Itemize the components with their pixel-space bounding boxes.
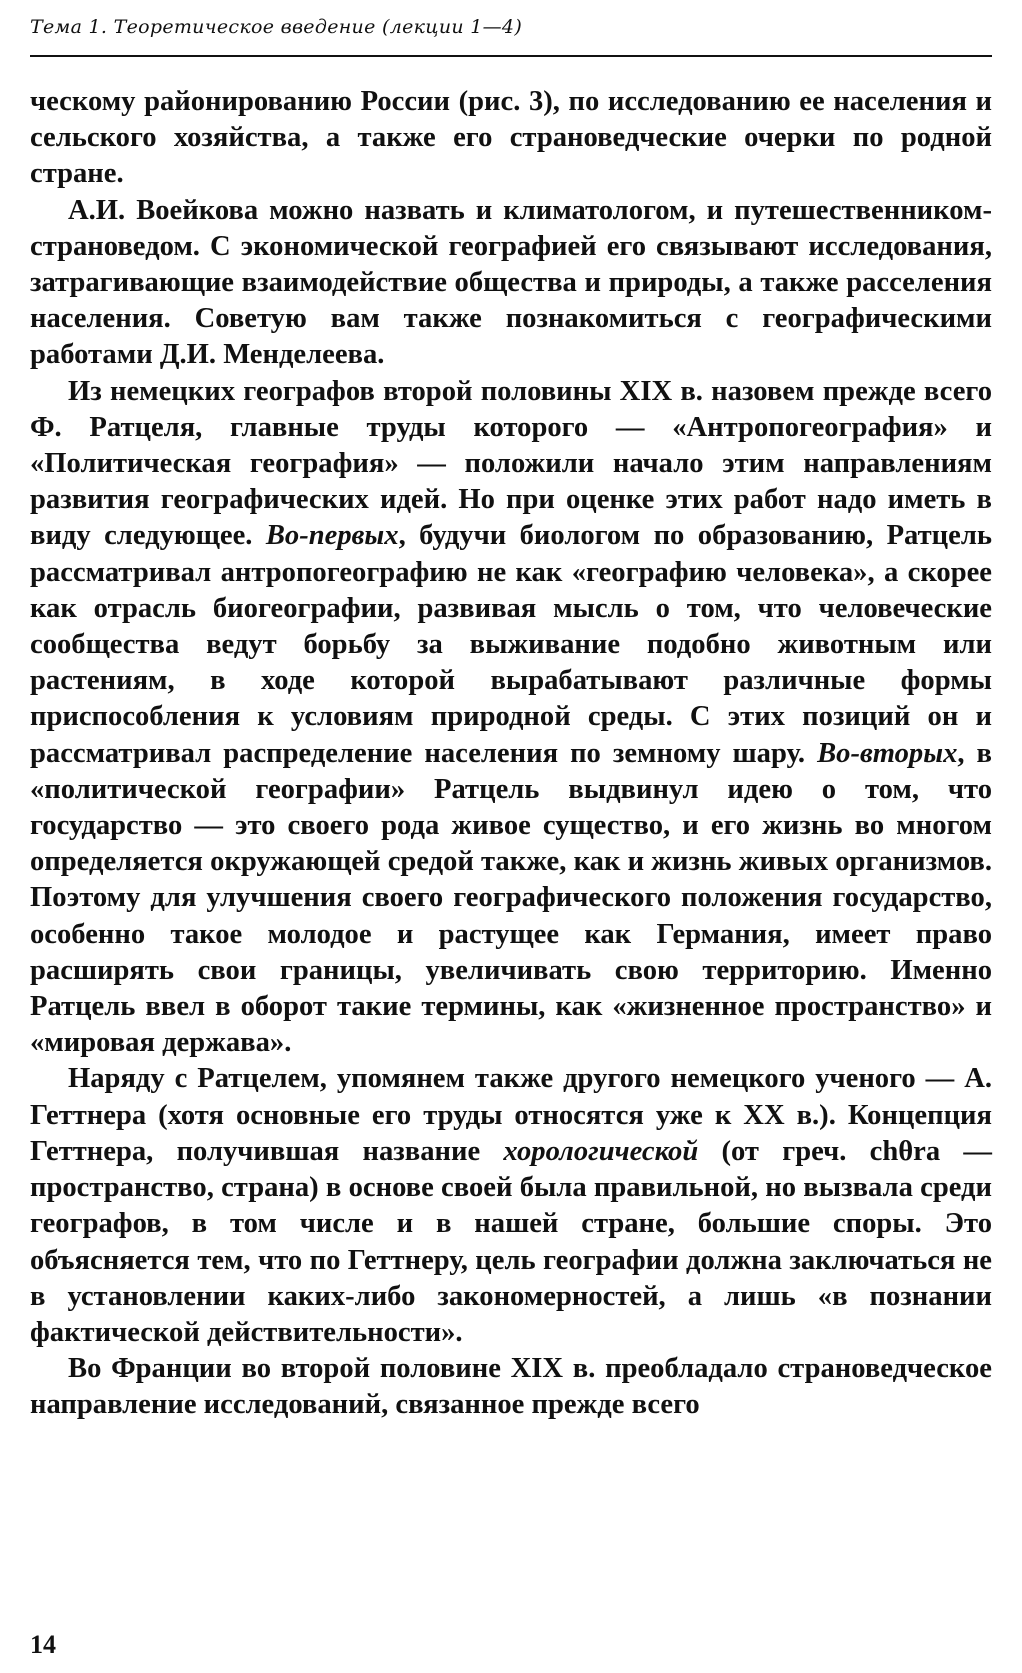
paragraph-4-text-1: Наряду с Ратцелем, упомянем также другого немецкого ученого — А. Геттнера (хотя основные его труды относятся уже к XX в.). Концепция Геттнера, получившая название [30, 1063, 992, 1167]
paragraph-1: ческому районированию России (рис. 3), по исследованию ее населения и сельского хозяйства, а также его страноведческие очерки по родной стране. [30, 86, 992, 190]
header-rule [30, 55, 992, 57]
paragraph-3-text-1: Из немецких географов второй половины XIX в. назовем прежде всего Ф. Ратцеля, главные труды которого — «Антропогеография» и «Политическая география» — положили начало этим направлениям развития географических идей. Но при оценке этих работ надо иметь в виду следующее. [30, 375, 992, 552]
paragraph-3 [30, 374, 992, 1062]
paragraph-5: Во Франции во второй половине XIX в. преобладало страноведческое направление исследований, связанное прежде всего [30, 1353, 992, 1421]
book-page [30, 0, 992, 1673]
running-head: Тема 1. Теоретическое введение (лекции 1—4) [30, 16, 523, 38]
paragraph-4-text-2: (от греч. chθra — пространство, страна) в основе своей была правильной, но вызвала среди географов, в том числе и в нашей стране, большие споры. Это объясняется тем, что по Геттнеру, цель географии должна заключаться не в установлении каких-либо закономерностей, а лишь «в познании фактической действительности». [30, 1135, 992, 1348]
paragraph-4 [30, 1061, 992, 1351]
page-number: 14 [30, 1630, 56, 1659]
paragraph-4-emphasis-1: хорологической [503, 1135, 699, 1167]
paragraph-2: А.И. Воейкова можно назвать и климатологом, и путешественником-страноведом. С экономической географией его связывают исследования, затрагивающие взаимодействие общества и природы, а также расселения населения. Советую вам также познакомиться с географическими работами Д.И. Менделеева. [30, 194, 992, 371]
body-text [30, 84, 992, 1424]
paragraph-3-emphasis-2: Во-вторых [817, 737, 958, 769]
paragraph-3-text-2: , будучи биологом по образованию, Ратцель рассматривал антропогеографию не как «географию человека», а скорее как отрасль биогеографии, развивая мысль о том, что человеческие сообщества ведут борьбу за выживание подобно животным или растениям, в ходе которой вырабатывают различные формы приспособления к условиям природной среды. С этих позиций он и рассматривал распределение населения по земному шару. [30, 520, 992, 769]
paragraph-3-text-3: , в «политической географии» Ратцель выдвинул идею о том, что государство — это своего рода живое существо, и его жизнь во многом определяется окружающей средой также, как и жизнь живых организмов. Поэтому для улучшения своего географического положения государство, особенно такое молодое и растущее как Германия, имеет право расширять свои границы, увеличивать свою территорию. Именно Ратцель ввел в оборот такие термины, как «жизненное пространство» и «мировая держава». [30, 737, 992, 1059]
paragraph-3-emphasis-1: Во-первых [265, 520, 399, 552]
